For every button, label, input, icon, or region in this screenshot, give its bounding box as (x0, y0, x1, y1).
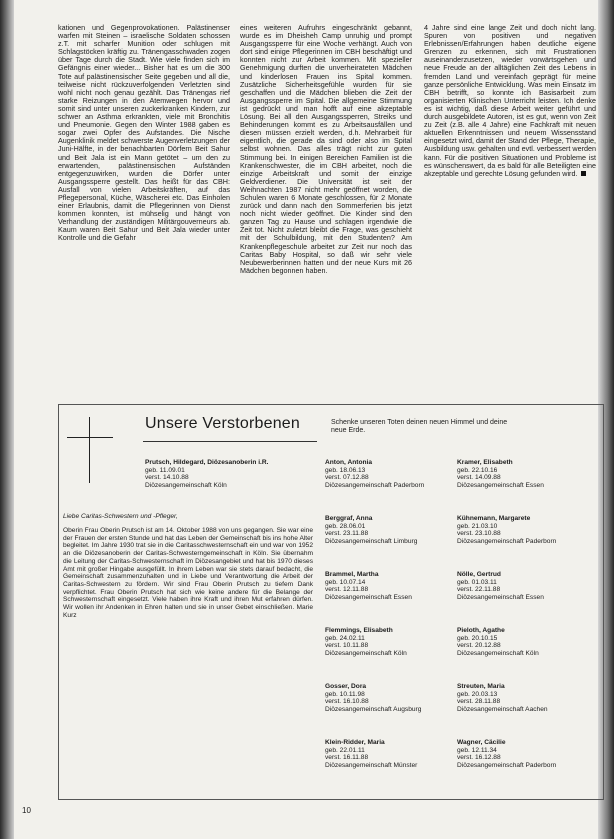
obituary-entry-born: geb. 22.10.16 (457, 466, 498, 474)
obituary-entry-died: verst. 23.11.88 (325, 530, 369, 538)
obituary-entry-name: Gosser, Dora (325, 683, 367, 690)
article-column-1 (58, 24, 230, 243)
obituary-entry-name: Streuten, Maria (457, 683, 505, 690)
obituary-entry-name: Flemmings, Elisabeth (325, 627, 393, 634)
cross-icon-horizontal (67, 437, 113, 438)
featured-caption: Liebe Caritas-Schwestern und -Pfleger, (63, 513, 178, 520)
obituary-entry-born: geb. 28.06.01 (325, 522, 366, 530)
obituary-entry-born: geb. 12.11.34 (457, 746, 497, 754)
end-of-article-mark (581, 171, 586, 176)
obituary-entry (325, 515, 455, 545)
obituary-entry-born: geb. 01.03.11 (457, 578, 497, 586)
obituary-entry-place: Diözesangemeinschaft Augsburg (325, 705, 422, 713)
obituary-entry-name: Berggraf, Anna (325, 515, 373, 522)
obituary-entry (457, 627, 587, 657)
obituary-entry-born: geb. 20.03.13 (457, 690, 498, 698)
obituary-entry-died: verst. 07.12.88 (325, 474, 369, 482)
obituary-entry-name: Anton, Antonia (325, 459, 372, 466)
featured-died: verst. 14.10.88 (145, 474, 189, 482)
obituary-entry-place: Diözesangemeinschaft Limburg (325, 537, 418, 545)
obituary-entry (325, 459, 455, 489)
obituary-entry-born: geb. 24.02.11 (325, 634, 365, 642)
featured-born: geb. 11.09.01 (145, 466, 185, 474)
obituary-entry-died: verst. 22.11.88 (457, 586, 501, 594)
obituary-entry (457, 683, 587, 713)
featured-place: Diözesangemeinschaft Köln (145, 481, 227, 489)
obituary-entry-name: Nölle, Gertrud (457, 571, 501, 578)
obituary-entry-place: Diözesangemeinschaft Paderborn (457, 761, 557, 769)
obituary-entry-born: geb. 22.01.11 (325, 746, 365, 754)
article-text-col3 (424, 24, 596, 178)
obituary-entry (457, 571, 587, 601)
obituary-entry-born: geb. 10.11.98 (325, 690, 365, 698)
article-text-col2: eines weiteren Aufruhrs eingeschränkt gebannt, wurde es im Dheisheh Camp unruhig und prompt Ausgangssperre für eine Woche verhängt. Auch von dort sind einige Pflegerinnen im CBH beschäftigt und konnten nicht zur Arbeit kommen. Mit spezieller Genehmigung durften die unverheirateten Mädchen und kinderlosen Frauen ins Spital kommen. Zusätzliche Sicherheitsgefühle wurden für sie geschaffen und die Mädchen blieben die Zeit der Ausgangssperre im Spital. Die allgemeine Stimmung ist gedrückt und man hofft auf eine akzeptable Lösung. Bei all den Ausgangssperren, Streiks und Behinderungen kommt es zu Arbeitsausfällen und diesen müssen erzielt werden, d.h. Mehrarbeit für eigentlich, die gerade da sind oder also im Spital selbst wohnen. Das alles trägt nicht zur guten Stimmung bei. In einigen Bereichen Familien ist die Krankenschwester, die im CBH arbeitet, noch die einzige Arbeitskraft und somit der einzige Geldverdiener. Die Universität ist seit der Weihnachten 1987 nicht mehr geöffnet worden, die Schulen waren 6 Monate geschlossen, für 2 Monate zurück und dann nach den Sommerferien bis jetzt noch nicht wieder geöffnet. Die Kinder sind den ganzen Tag zu Hause und schlagen irgendwie die Zeit tot. Nicht zuletzt bleibt die Frage, was geschieht mit der Schulbildung, mit den Studenten? Am Krankenpflegeschule arbeitet zur Zeit nur noch das Caritas Baby Hospital, so daß wir sehr viele Neubewerberinnen hatten und der neue Kurs mit 26 Mädchen begonnen haben. (240, 23, 412, 275)
featured-obituary (145, 459, 315, 489)
obituary-entry-name: Klein-Ridder, Maria (325, 739, 385, 746)
obituary-entry (325, 739, 455, 769)
obituary-entry-place: Diözesangemeinschaft Köln (457, 649, 539, 657)
page-edge-left (0, 0, 14, 839)
article-text-col3-body: 4 Jahre sind eine lange Zeit und doch nicht lang. Spuren von positiven und negativen Erlebnissen/Erfahrungen haben deutliche eigene Grenzen zu erkennen, sich mit Frustrationen auseinanderzusetzen, wieder vorwärtsgehen und neue Freude an der alltäglichen Zeit des Lebens in fremden Land und vereinfach geprägt für meine ganze persönliche Entwicklung. Was mein Einsatz im CBH betrifft, so konnte ich Basisarbeit zum organisierten Klinischen Unterricht leisten. Ich denke es ist wichtig, daß diese Arbeit weiter geführt und durch ausgebildete Autoren, ist es gut, wenn von Zeit zu Zeit (z.B. alle 4 Jahre) eine Fachkraft mit neuen aktuellen Erkenntnissen und neuem Wissensstand eingesetzt wird, damit der Stand der Pflege, Therapie, Ausbildung usw. gehalten und evtl. verbessert werden kann. Für die positiven Situationen und Probleme ist es wünschenswert, da es bald für alle Beteiligten eine akzeptable und gerechte Lösung gefunden wird. (424, 23, 596, 178)
obituary-entry (325, 683, 455, 713)
obituary-entry (325, 627, 455, 657)
obituary-entry-name: Pieloth, Agathe (457, 627, 505, 634)
obituary-title: Unsere Verstorbenen (145, 415, 301, 432)
featured-name: Prutsch, Hildegard, Diözesanoberin i.R. (145, 459, 269, 466)
obituary-entry-name: Wagner, Cäcilie (457, 739, 506, 746)
obituary-entry-place: Diözesangemeinschaft Essen (457, 593, 544, 601)
article-column-3 (424, 24, 596, 178)
obituary-entry-name: Kramer, Elisabeth (457, 459, 513, 466)
article-column-2 (240, 24, 412, 275)
featured-text: Oberin Frau Oberin Prutsch ist am 14. Oktober 1988 von uns gegangen. Sie war eine der Frauen der ersten Stunde und hat das Leben der Gemeinschaft bis ins hohe Alter begleitet. Im Jahre 1930 trat sie in die Caritasschwesternschaft ein und war von 1952 an die Diözesanoberin der Caritas-Schwesterngemeinschaft in Köln. Sie übernahm die Leitung der Caritas-Schwesternschaft im Diözesangebiet und hat bis 1970 dieses Amt mit großer Hingabe ausgefüllt. In ihrem Leben war sie stets darauf bedacht, die Gemeinschaft zusammenzuhalten und in Liebe und Verantwortung die Arbeit der Caritas-Schwestern zu fördern. Wir sind Frau Oberin Prutsch zu tiefem Dank verpflichtet. Frau Oberin Prutsch hat sich wie keine andere für die Belange der Schwesternschaft eingesetzt. Viele haben ihre Kraft und ihren Mut erfahren dürfen. Wir wollen ihr Andenken in Ehren halten und sie in unser Gebet einschließen. Marie Kurz (63, 527, 313, 619)
obituary-entry-name: Brammel, Martha (325, 571, 379, 578)
obituary-quote: Schenke unseren Toten deinen neuen Himmel und deine neue Erde. (331, 419, 508, 434)
obituary-entry (457, 459, 587, 489)
article-text-col1: kationen und Gegenprovokationen. Palästinenser warfen mit Steinen – israelische Soldaten schossen z.T. mit scharfer Munition oder schlugen mit Schlagstöcken kräftig zu. Tränengasschwaden zogen über Tage durch die Stadt. Wie viele finden sich im Gefängnis einer wieder... Bisher hat es um die 300 Tote auf palästinensischer Seite gegeben und all die, teilweise nicht rückzuverfolgenden Verletzten sind wohl nicht noch genau gezählt. Das Tränengas rief starke Reizungen in den Atemwegen hervor und somit sind unter unseren zuckerkranken Kindern, zur schwer an Asthma erkrankten, viele mit Bronchitis und Pneumonie. Gegen den Winter 1988 gaben es sogar zwei Opfer des Aufstandes. Die Nische Augenklinik meldet schwerste Augenverletzungen der Juni-Hälfte, in der benachbarten Dörfern Beit Sahur und Beit Jala ist ein Mann getötet – um den zu erwartenden, palästinensischen Aufständen entgegenzuwirken, wurden die Dörfer unter Ausgangssperre gestellt. Das heißt für das CBH: Ausfall von vielen Arbeitskräften, auf das Pflegepersonal, Küche, Wäscherei etc. Das Einholen einer Erlaubnis, damit die Pflegerinnen von Dienst kommen konnten, ist mühselig und hängt von Verhandlung der zuständigen Militärgouverneurs ab. Kaum waren Beit Sahur und Beit Jala wieder unter Kontrolle und die Gefahr (58, 23, 230, 243)
obituary-entry-place: Diözesangemeinschaft Essen (457, 481, 544, 489)
obituary-entry-died: verst. 23.10.88 (457, 530, 501, 538)
obituary-entry-died: verst. 16.10.88 (325, 698, 369, 706)
page-number: 10 (22, 806, 31, 815)
obituary-entry (325, 571, 455, 601)
obituary-entry-died: verst. 10.11.88 (325, 642, 369, 650)
obituary-entry-name: Kühnemann, Margarete (457, 515, 531, 522)
obituary-box (58, 404, 604, 800)
obituary-entry-place: Diözesangemeinschaft Aachen (457, 705, 548, 713)
obituary-entry-place: Diözesangemeinschaft Münster (325, 761, 418, 769)
obituary-entry-died: verst. 12.11.88 (325, 586, 369, 594)
obituary-entry-place: Diözesangemeinschaft Köln (325, 649, 407, 657)
title-rule (143, 441, 317, 442)
obituary-entry-born: geb. 10.07.14 (325, 578, 366, 586)
obituary-entry-born: geb. 18.06.13 (325, 466, 366, 474)
obituary-entry (457, 739, 587, 769)
obituary-entry-place: Diözesangemeinschaft Paderborn (325, 481, 425, 489)
obituary-entry-died: verst. 14.09.88 (457, 474, 501, 482)
obituary-entry (457, 515, 587, 545)
obituary-entry-died: verst. 28.11.88 (457, 698, 501, 706)
obituary-entry-born: geb. 21.03.10 (457, 522, 498, 530)
obituary-entry-died: verst. 16.11.88 (325, 754, 369, 762)
obituary-entry-died: verst. 20.12.88 (457, 642, 501, 650)
obituary-entry-place: Diözesangemeinschaft Paderborn (457, 537, 557, 545)
obituary-entry-born: geb. 20.10.15 (457, 634, 498, 642)
obituary-entry-died: verst. 16.12.88 (457, 754, 501, 762)
cross-icon-vertical (89, 417, 90, 483)
obituary-entry-place: Diözesangemeinschaft Essen (325, 593, 412, 601)
